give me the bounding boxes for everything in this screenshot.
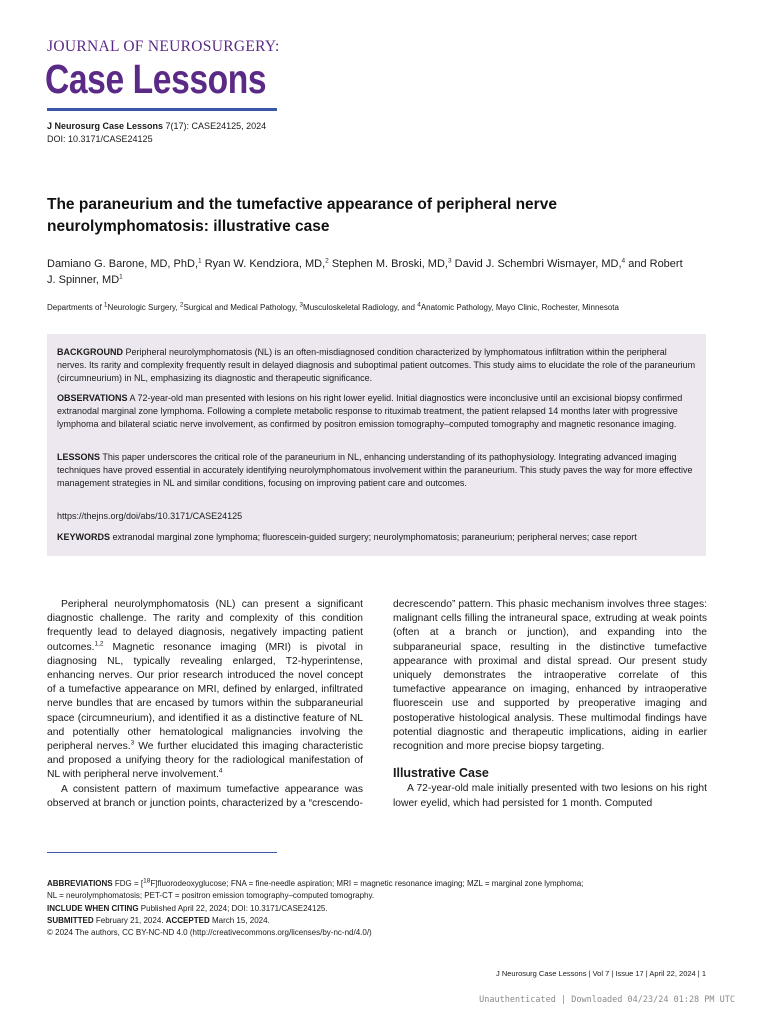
abstract-keywords (57, 531, 697, 544)
author-name: Damiano G. Barone, MD, PhD, (47, 258, 199, 270)
author-affil-sup: 4 (621, 257, 626, 265)
affil-dept: Neurologic Surgery, (107, 303, 180, 312)
submission-dates (47, 915, 727, 927)
body-text: Magnetic resonance imaging (MRI) is pivotal in diagnosing NL, typically revealing enlarged, T2-hyperintense, enhancing nerves. Our prior research introduced the novel concept of a tumefactive appearance on MRI, defined by enlarged, infiltrated nerve bundles that are encased by tumors within the subparaneurial space (circumneurium), and identified it as a distinctive feature of NL and potentially other hematological malignancies involving the peripheral nerves. (47, 641, 363, 753)
affil-prefix: Departments of (47, 303, 104, 312)
journal-name-logo: Case Lessons (45, 56, 267, 102)
article-url-link[interactable]: https://thejns.org/doi/abs/10.3171/CASE24125 (57, 511, 243, 521)
background-label: BACKGROUND (57, 347, 123, 357)
author-affil-sup: 1 (119, 273, 123, 281)
background-text: Peripheral neurolymphomatosis (NL) is an often-misdiagnosed condition characterized by lymphomatous infiltration within the peripheral nerves. Its rarity and complexity frequently result in delayed diagnosis and suboptimal patient outcomes. This study aims to elucidate the role of the paraneurium (circumneurium) in NL, emphasizing its diagnostic and therapeutic significance. (57, 347, 696, 383)
abbreviations-text: FDG = [ (112, 879, 144, 888)
journal-name-top: JOURNAL OF NEUROSURGERY: (47, 38, 280, 55)
author-name: and Robert J. Spinner, MD (47, 258, 683, 286)
keywords-label: KEYWORDS (57, 532, 111, 542)
citation-ref: 3 (130, 739, 135, 747)
body-paragraph: A 72-year-old male initially presented with two lesions on his right lower eyelid, which had persisted for 1 month. Computed (393, 783, 707, 809)
lessons-text: This paper underscores the critical role of the paraneurium in NL, enhancing understanding of its pathophysiology. Integrating advanced imaging techniques have proved essential in accurately identifying neurolymphomatous involvement within the paraneurium. This study paves the way for more effective management strategies in NL and similar conditions, focusing on improving patient care and outcomes. (57, 452, 693, 488)
abstract-observations (57, 392, 697, 431)
body-paragraph: decrescendo” pattern. This phasic mechanism involves three stages: malignant cells filling the intraneural space, extruding at weak points (often at a branch or junction), and expanding into the subparaneurial space, resulting in the distinctive tumefactive appearance with proximal and distal spread. Our present study uniquely demonstrates the intraoperative correlate of this tumefactive appearance on imaging, enhanced by intraoperative fluorescein use and supported by preoperative imaging and postoperative histological analysis. These multimodal findings have potential diagnostic and therapeutic implications, aiding in earlier recognition and more precise biopsy targeting. (393, 599, 707, 753)
affil-dept: Surgical and Medical Pathology, (183, 303, 300, 312)
affil-sup: 1 (103, 301, 108, 309)
submitted-label: SUBMITTED (47, 915, 94, 925)
body-text: Peripheral neurolymphomatosis (NL) can present a significant diagnostic challenge. The rarity and complexity of this condition frequently lead to delayed diagnosis, negatively impacting patient outcomes. (47, 599, 363, 653)
body-column-left (47, 598, 363, 811)
copyright-line: © 2024 The authors, CC BY-NC-ND 4.0 (http://creativecommons.org/licenses/by-nc-nd/4.0/) (47, 928, 372, 938)
abbreviations-text: F]fluorodeoxyglucose; FNA = fine-needle aspiration; MRI = magnetic resonance imaging; MZL = marginal zone lymphoma; (150, 879, 584, 888)
body-text: We further elucidated this imaging characteristic and proposed a unifying theory for the radiological manifestation of NL with peripheral nerve involvement. (47, 741, 363, 781)
abbreviations-line-2: NL = neurolymphomatosis; PET-CT = positron emission tomography–computed tomography. (47, 891, 375, 901)
abbreviations-label: ABBREVIATIONS (47, 879, 113, 888)
citation-ref: 4 (218, 768, 223, 776)
affil-sup: 2 (179, 301, 184, 309)
abstract-box (47, 334, 706, 556)
citation-ref: 1,2 (94, 640, 104, 648)
isotope-sup: 18 (143, 877, 151, 885)
accepted-label: ACCEPTED (165, 915, 210, 925)
citation-volume: 7(17): CASE24125, 2024 (163, 121, 267, 131)
abstract-background (57, 346, 697, 385)
body-column-right (393, 598, 707, 811)
author-name: Ryan W. Kendziora, MD, (201, 258, 326, 270)
citation-journal: J Neurosurg Case Lessons (47, 121, 164, 131)
observations-label: OBSERVATIONS (57, 393, 128, 403)
author-affil-sup: 3 (447, 257, 452, 265)
affil-dept: Anatomic Pathology, Mayo Clinic, Rochester, Minnesota (420, 303, 619, 312)
affil-dept: Musculoskeletal Radiology, and (303, 303, 418, 312)
download-watermark: Unauthenticated | Downloaded 04/23/24 01:28 PM UTC (479, 995, 735, 1005)
affil-sup: 4 (417, 301, 421, 309)
submitted-date: February 21, 2024. (93, 915, 166, 925)
page-footer: J Neurosurg Case Lessons | Vol 7 | Issue 17 | April 22, 2024 | 1 (496, 969, 706, 978)
include-when-citing (47, 903, 727, 915)
abstract-lessons (57, 451, 697, 490)
body-paragraph (47, 598, 363, 783)
abbreviations-line (47, 878, 727, 890)
footnote-rule (47, 852, 277, 853)
article-title: The paraneurium and the tumefactive appearance of peripheral nerve neurolymphomatosis: illustrative case (47, 196, 557, 235)
accepted-date: March 15, 2024. (209, 915, 270, 925)
footnotes (47, 878, 727, 939)
author-affil-sup: 1 (198, 257, 202, 265)
author-affil-sup: 2 (325, 257, 329, 265)
keywords-text: extranodal marginal zone lymphoma; fluorescein-guided surgery; neurolymphomatosis; paraneurium; peripheral nerves; case report (110, 532, 637, 542)
author-name: David J. Schembri Wismayer, MD, (451, 258, 622, 270)
body-paragraph: A consistent pattern of maximum tumefactive appearance was observed at branch or junction points, characterized by a “crescendo- (47, 783, 363, 809)
citation-line (47, 121, 266, 131)
lessons-label: LESSONS (57, 452, 101, 462)
include-text: Published April 22, 2024; DOI: 10.3171/CASE24125. (138, 903, 328, 913)
author-name: Stephen M. Broski, MD, (328, 258, 448, 270)
doi-line: DOI: 10.3171/CASE24125 (47, 134, 153, 144)
section-heading: Illustrative Case (393, 766, 489, 781)
masthead-rule (47, 108, 277, 111)
affiliations (47, 303, 727, 312)
observations-text: A 72-year-old man presented with lesions on his right lower eyelid. Initial diagnostics were inconclusive until an excisional biopsy confirmed extranodal marginal zone lymphoma. Following a complete metabolic response to rituximab treatment, the patient relapsed 14 months later with progressive lymphoma and bilateral sciatic nerve involvement, as confirmed by positron emission tomography–computed tomography and magnetic resonance imaging. (57, 393, 683, 429)
affil-sup: 3 (299, 301, 304, 309)
include-label: INCLUDE WHEN CITING (47, 903, 139, 913)
author-list (47, 256, 687, 288)
